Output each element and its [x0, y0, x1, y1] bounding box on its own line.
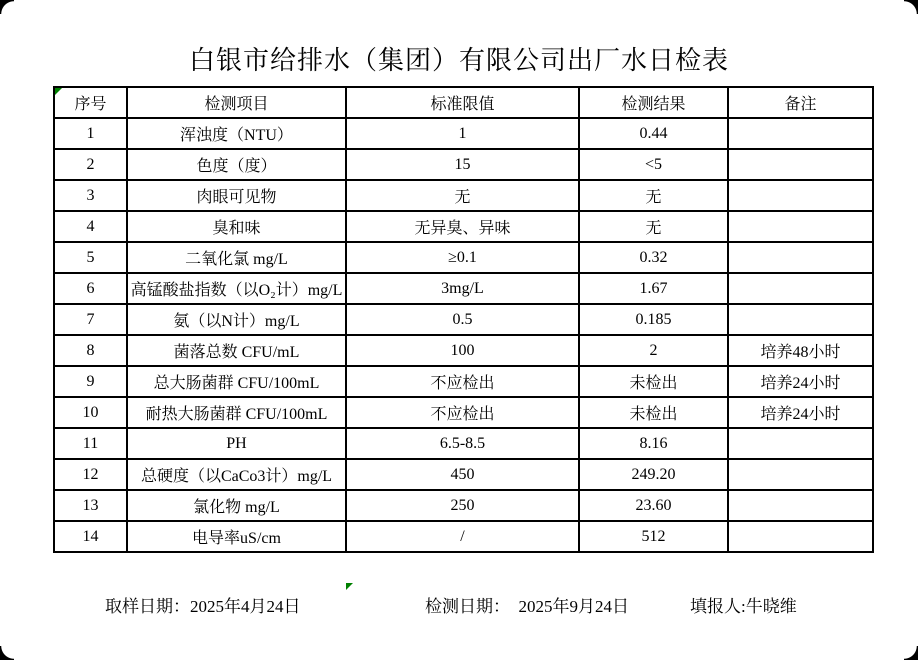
cell-item: 高锰酸盐指数（以O₂计）mg/L: [127, 273, 346, 304]
table-row: [54, 242, 873, 273]
cell-limit: 3mg/L: [346, 273, 579, 304]
table-row: [54, 273, 873, 304]
cell-item: 总大肠菌群 CFU/100mL: [127, 366, 346, 397]
cell-limit: /: [346, 521, 579, 552]
cell-limit: 250: [346, 490, 579, 521]
cell-result: 0.185: [579, 304, 728, 335]
cell-result: 23.60: [579, 490, 728, 521]
cell-remark: [728, 521, 873, 552]
cell-result: <5: [579, 149, 728, 180]
cell-item: 色度（度）: [127, 149, 346, 180]
cell-limit: 无异臭、异味: [346, 211, 579, 242]
table-row: [54, 335, 873, 366]
cell-remark: 培养24小时: [728, 366, 873, 397]
cell-result: 1.67: [579, 273, 728, 304]
table-row: [54, 459, 873, 490]
cell-item: 电导率uS/cm: [127, 521, 346, 552]
cell-result: 无: [579, 211, 728, 242]
table-row: [54, 490, 873, 521]
cell-serial: 1: [54, 118, 127, 149]
cell-item: 氨（以N计）mg/L: [127, 304, 346, 335]
table-body: [54, 118, 873, 552]
table-row: [54, 304, 873, 335]
cell-item: 浑浊度（NTU）: [127, 118, 346, 149]
rounded-frame-corner-top-right: [904, 0, 918, 14]
cell-serial: 7: [54, 304, 127, 335]
cell-limit: 450: [346, 459, 579, 490]
table-row: [54, 428, 873, 459]
page-title: 白银市给排水（集团）有限公司出厂水日检表: [188, 46, 729, 75]
header-result: 检测结果: [579, 87, 728, 118]
cell-result: 0.32: [579, 242, 728, 273]
cell-serial: 10: [54, 397, 127, 428]
rounded-frame-corner-bottom-right: [904, 646, 918, 660]
excel-error-indicator-icon: [346, 583, 353, 590]
cell-remark: 培养48小时: [728, 335, 873, 366]
table-row: [54, 211, 873, 242]
cell-item: 肉眼可见物: [127, 180, 346, 211]
cell-serial: 5: [54, 242, 127, 273]
cell-result: 无: [579, 180, 728, 211]
header-remark: 备注: [728, 87, 873, 118]
cell-limit: 15: [346, 149, 579, 180]
cell-remark: [728, 490, 873, 521]
header-limit: 标准限值: [346, 87, 579, 118]
cell-serial: 12: [54, 459, 127, 490]
table-row: [54, 118, 873, 149]
cell-remark: [728, 459, 873, 490]
cell-remark: [728, 242, 873, 273]
cell-remark: [728, 180, 873, 211]
reporter-label: 填报人:牛晓维: [690, 597, 797, 616]
cell-limit: 0.5: [346, 304, 579, 335]
cell-serial: 4: [54, 211, 127, 242]
cell-remark: [728, 304, 873, 335]
cell-limit: 100: [346, 335, 579, 366]
footer: [0, 592, 918, 616]
cell-remark: [728, 273, 873, 304]
excel-error-indicator-icon: [55, 88, 62, 95]
cell-item: 氯化物 mg/L: [127, 490, 346, 521]
table-row: [54, 366, 873, 397]
cell-limit: 无: [346, 180, 579, 211]
cell-item: 二氧化氯 mg/L: [127, 242, 346, 273]
cell-remark: 培养24小时: [728, 397, 873, 428]
cell-result: 未检出: [579, 366, 728, 397]
cell-serial: 6: [54, 273, 127, 304]
cell-item: 臭和味: [127, 211, 346, 242]
cell-limit: 不应检出: [346, 397, 579, 428]
cell-serial: 11: [54, 428, 127, 459]
cell-remark: [728, 428, 873, 459]
cell-serial: 9: [54, 366, 127, 397]
cell-result: 未检出: [579, 397, 728, 428]
cell-limit: 6.5-8.5: [346, 428, 579, 459]
cell-limit: 1: [346, 118, 579, 149]
cell-item: 菌落总数 CFU/mL: [127, 335, 346, 366]
header-item: 检测项目: [127, 87, 346, 118]
cell-remark: [728, 118, 873, 149]
cell-result: 0.44: [579, 118, 728, 149]
header-serial: 序号: [54, 87, 127, 118]
cell-serial: 2: [54, 149, 127, 180]
cell-item: 总硬度（以CaCo3计）mg/L: [127, 459, 346, 490]
table-row: [54, 521, 873, 552]
table-row: [54, 149, 873, 180]
cell-serial: 13: [54, 490, 127, 521]
cell-result: 2: [579, 335, 728, 366]
cell-serial: 3: [54, 180, 127, 211]
rounded-frame-corner-top-left: [0, 0, 14, 14]
cell-remark: [728, 149, 873, 180]
daily-inspection-table: [53, 86, 874, 553]
rounded-frame-corner-bottom-left: [0, 646, 14, 660]
table-header-row: [54, 87, 873, 118]
cell-serial: 14: [54, 521, 127, 552]
table-row: [54, 180, 873, 211]
cell-result: 249.20: [579, 459, 728, 490]
cell-limit: ≥0.1: [346, 242, 579, 273]
table-row: [54, 397, 873, 428]
cell-result: 512: [579, 521, 728, 552]
cell-item: PH: [127, 428, 346, 459]
test-date-label: 检测日期： 2025年9月24日: [425, 597, 629, 616]
cell-remark: [728, 211, 873, 242]
cell-limit: 不应检出: [346, 366, 579, 397]
sample-date-label: 取样日期：2025年4月24日: [105, 597, 301, 616]
cell-item: 耐热大肠菌群 CFU/100mL: [127, 397, 346, 428]
cell-result: 8.16: [579, 428, 728, 459]
cell-serial: 8: [54, 335, 127, 366]
